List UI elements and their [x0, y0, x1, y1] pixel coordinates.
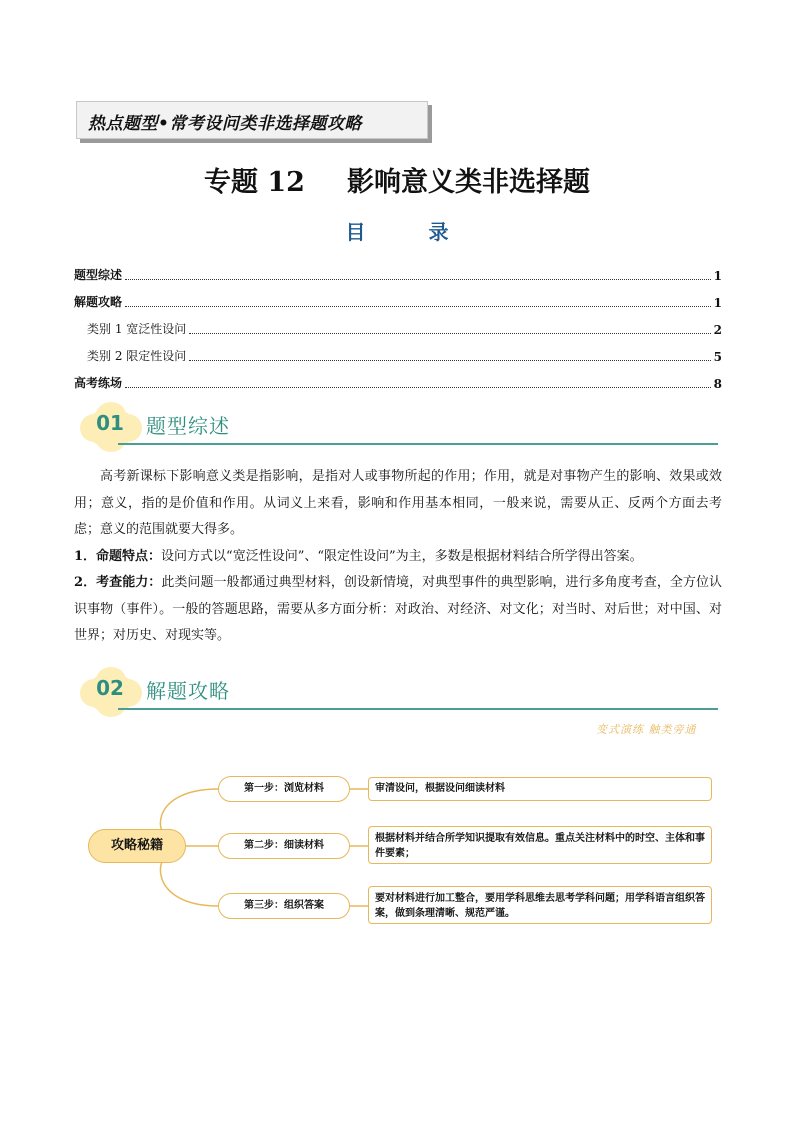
mindmap-desc-1: 审清设问，根据设问细读材料 — [368, 777, 712, 801]
toc-item-label: 题型综述 — [74, 268, 123, 282]
point-1-label: 1．命题特点： — [74, 548, 162, 564]
title-name: 影响意义类非选择题 — [346, 167, 590, 198]
section-number: 02 — [96, 676, 124, 700]
banner-text: 热点题型•常考设问类非选择题攻略 — [88, 114, 362, 134]
toc-item-label: 高考练场 — [74, 376, 123, 390]
mindmap-step-2: 第二步：细读材料 — [218, 833, 350, 859]
toc-item-label: 解题攻略 — [74, 295, 123, 309]
section-number: 01 — [96, 411, 124, 435]
title-number: 专题 12 — [204, 167, 305, 198]
overview-intro: 高考新课标下影响意义类是指影响，是指对人或事物所起的作用；作用，就是对事物产生的影响、效果或效用；意义，指的是价值和作用。从词义上来看，影响和作用基本相同，一般来说，需要从正、反两个方面去考虑；意义的范围就要大得多。 — [74, 469, 722, 537]
toc-item-label: 类别 2 限定性设问 — [87, 349, 187, 363]
toc-item-page: 1 — [713, 296, 722, 310]
mindmap-step-1: 第一步：浏览材料 — [218, 776, 350, 802]
point-2-label: 2．考查能力： — [74, 575, 162, 590]
toc-heading: 目 录 — [345, 220, 477, 244]
mindmap-root: 攻略秘籍 — [88, 829, 186, 863]
section-label: 解题攻略 — [146, 679, 230, 703]
section-label: 题型综述 — [146, 414, 230, 438]
toc-item-page: 2 — [713, 323, 722, 337]
mindmap-desc-3: 要对材料进行加工整合，要用学科思维去思考学科问题；用学科语言组织答案，做到条理清晰、规范严谨。 — [368, 886, 712, 924]
toc-item-page: 5 — [713, 350, 722, 364]
mindmap-desc-2: 根据材料并结合所学知识提取有效信息。重点关注材料中的时空、主体和事件要素； — [368, 826, 712, 864]
slogan-text: 变式演练 触类旁通 — [596, 723, 697, 736]
toc-item-page: 8 — [713, 377, 722, 391]
mindmap-step-3: 第三步：组织答案 — [218, 893, 350, 919]
point-1-text: 设问方式以“宽泛性设问”、“限定性设问”为主，多数是根据材料结合所学得出答案。 — [161, 548, 643, 564]
toc-item-label: 类别 1 宽泛性设问 — [87, 322, 187, 336]
toc-item-page: 1 — [713, 269, 722, 283]
point-2-text: 此类问题一般都通过典型材料，创设新情境，对典型事件的典型影响，进行多角度考查，全方位认识事物（事件）。一般的答题思路，需要从多方面分析：对政治、对经济、对文化；对当时、对后世；对中国、对世界；对历史、对现实等。 — [74, 575, 722, 643]
